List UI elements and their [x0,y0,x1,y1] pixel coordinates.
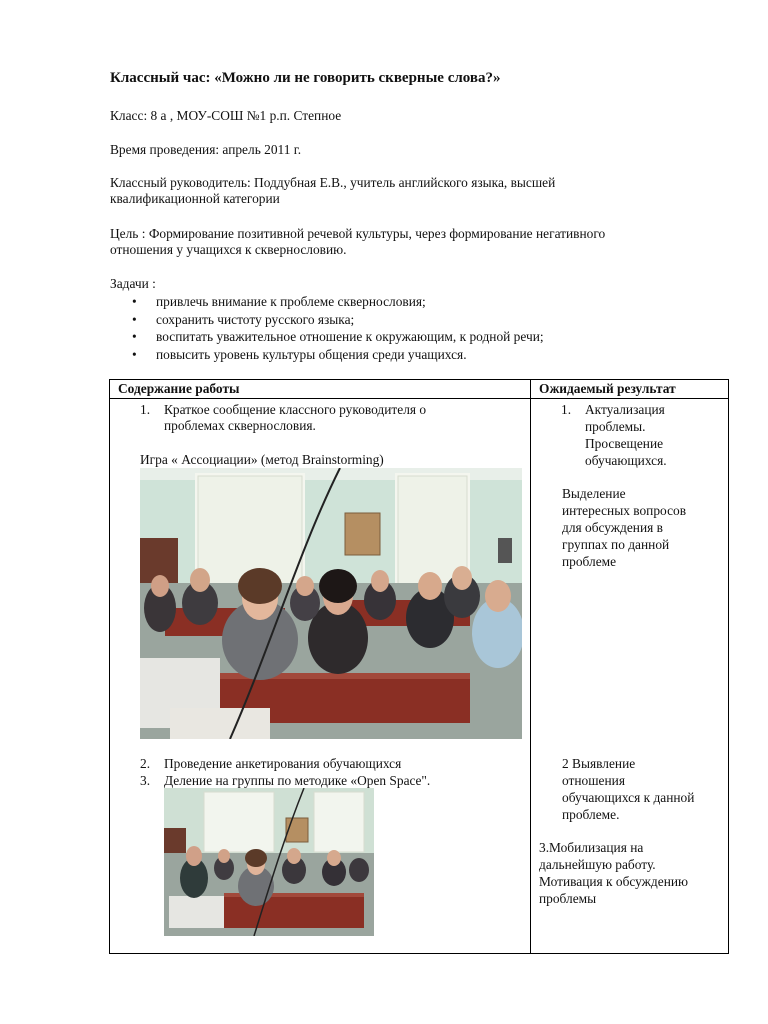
item1-line2: проблемах сквернословия. [164,418,316,433]
teacher-line-1: Классный руководитель: Поддубная Е.В., учитель английского языка, высшей [110,175,556,190]
col-header-content: Содержание работы [110,380,531,399]
goal-line-1: Цель : Формирование позитивной речевой культуры, через формирование негативного [110,226,606,241]
page-title: Классный час: «Можно ли не говорить скверные слова?» [110,70,501,86]
result3-line2: дальнейшую работу. [539,857,656,872]
time-line: Время проведения: апрель 2011 г. [110,142,302,157]
class-line: Класс: 8 а , МОУ-СОШ №1 р.п. Степное [110,108,342,123]
item3-text: Деление на группы по методике «Open Space". [164,773,431,788]
result2-line3: обучающихся к данной [562,790,695,805]
task-text: сохранить чистоту русского языка; [156,311,355,327]
result-number: 1. [561,402,572,417]
item1-line1: Краткое сообщение классного руководителя о [164,402,427,417]
task-text: привлечь внимание к проблеме сквернословия; [156,294,426,309]
bullet-icon: • [132,311,137,327]
list-item [110,311,544,329]
result2-line4: проблеме. [562,807,620,822]
item-number: 2. [140,756,151,771]
classroom-photo-1 [140,468,522,739]
bullet-icon: • [132,346,137,362]
result1b-line1: Выделение [562,486,626,501]
game-line: Игра « Ассоциации» (метод Brainstorming) [140,452,384,467]
result1-line1: Актуализация [585,402,665,417]
item2-text: Проведение анкетирования обучающихся [164,756,402,771]
plan-table [109,379,729,954]
result3-line4: проблемы [539,891,597,906]
result-cell [531,399,729,954]
content-cell [110,399,531,954]
bullet-icon: • [132,294,137,309]
result1-line2: проблемы. [585,419,646,434]
result3-line1: 3.Мобилизация на [539,840,644,855]
tasks-label: Задачи : [110,276,156,291]
result3-line3: Мотивация к обсуждению [539,874,689,889]
result2-line1: 2 Выявление [562,756,636,771]
col-header-result: Ожидаемый результат [531,380,729,399]
task-text: повысить уровень культуры общения среди учащихся. [156,346,467,362]
task-text: воспитать уважительное отношение к окружающим, к родной речи; [156,329,544,344]
goal-line-2: отношения у учащихся к сквернословию. [110,242,347,257]
result1b-line2: интересных вопросов [562,503,687,518]
result2-line2: отношения [562,773,625,788]
result1b-line4: группах по данной [562,537,670,552]
item-number: 3. [140,773,151,788]
teacher-line-2: квалификационной категории [110,191,280,206]
bullet-icon: • [132,329,137,344]
classroom-photo-2 [164,788,374,936]
result1-line4: обучающихся. [585,453,667,468]
list-item [110,346,544,364]
tasks-list [110,293,544,363]
result1b-line5: проблеме [562,554,617,569]
item-number: 1. [140,402,151,417]
result1b-line3: для обсуждения в [562,520,663,535]
result1-line3: Просвещение [585,436,664,451]
list-item [110,293,544,311]
list-item [110,328,544,346]
